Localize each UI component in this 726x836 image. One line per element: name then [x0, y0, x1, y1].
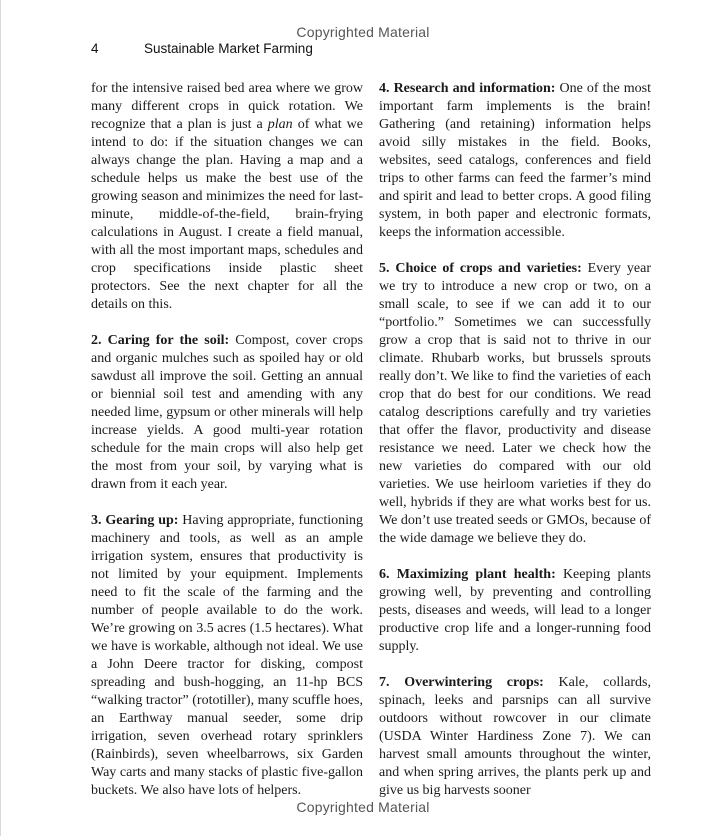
- paragraph-text: One of the most important farm implements is the brain! Gathering (and retaining) information helps avoid silly mistakes in the field. Books, websites, seed catalogs, conferences and field trips to other farms can feed the farmer’s mind and spirit and lead to better crops. A good filing system, in both paper and electronic formats, keeps the information accessible.: [379, 81, 651, 240]
- paragraph-text: Compost, cover crops and organic mulches such as spoiled hay or old sawdust all improve the soil. Getting an annual or biennial soil test and amending with any needed lime, gypsum or other minerals will help increase yields. A good multi-year rotation schedule for the main crops will also help get the most from your soil, by varying what is drawn from it each year.: [91, 333, 363, 492]
- paragraph-plant-health: [379, 566, 651, 656]
- section-heading: 2. Caring for the soil:: [91, 333, 230, 348]
- paragraph-text: Kale, collards, spinach, leeks and parsnips can all survive outdoors without rowcover in our climate (USDA Winter Hardiness Zone 7). We can harvest small amounts throughout the winter, and when spring arrives, the plants perk up and give us big harvests sooner: [379, 675, 651, 798]
- section-heading: 3. Gearing up:: [91, 513, 179, 528]
- paragraph-text: Keeping plants growing well, by preventing and controlling pests, diseases and weeds, will lead to a longer productive crop life and a longer-running food supply.: [379, 567, 652, 654]
- running-header: [91, 41, 313, 56]
- copyright-watermark-top: Copyrighted Material: [296, 24, 430, 40]
- section-heading: 4. Research and information:: [379, 81, 556, 96]
- section-heading: 6. Maximizing plant health:: [379, 567, 556, 582]
- paragraph-text: Having appropriate, functioning machinery and tools, as well as an ample irrigation system, ensures that productivity is not limited by your equipment. Implements need to fit the scale of the farming and the number of people available to do the work. We’re growing on 3.5 acres (1.5 hectares). What we have is workable, although not ideal. We use a John Deere tractor for disking, compost spreading and bush-hogging, an 11-hp BCS “walking tractor” (rototiller), many scuffle hoes, an Earthway manual seeder, some drip irrigation, seven overhead rotary sprinklers (Rainbirds), seven wheelbarrows, six Garden Way carts and many stacks of plastic five-gallon buckets. We also have lots of helpers.: [91, 513, 363, 798]
- left-column: [91, 80, 363, 818]
- paragraph-overwintering-crops: [379, 674, 651, 800]
- paragraph-gearing-up: [91, 512, 363, 800]
- paragraph-research-information: [379, 80, 651, 242]
- paragraph-text: for the intensive raised bed area where we grow many different crops in quick rotation. We recognize that a plan is just a: [91, 81, 363, 132]
- book-title: Sustainable Market Farming: [144, 41, 313, 56]
- right-column: [379, 80, 651, 818]
- section-heading: 5. Choice of crops and varieties:: [379, 261, 582, 276]
- paragraph-intro-continued: [91, 80, 363, 314]
- section-heading: 7. Overwintering crops:: [379, 675, 544, 690]
- paragraph-text: of what we intend to do: if the situation changes we can always change the plan. Having a map and a schedule helps us make the best use of the growing season and minimizes the need for last-minute, middle-of-the-field, brain-frying calculations in August. I create a field manual, with all the most important maps, schedules and crop specifications inside plastic sheet protectors. See the next chapter for all the details on this.: [91, 117, 364, 312]
- copyright-watermark-bottom: Copyrighted Material: [296, 799, 430, 815]
- paragraph-text: Every year we try to introduce a new crop or two, on a small scale, to see if we can add it to our “portfolio.” Sometimes we can successfully grow a crop that is said not to thrive in our climate. Rhubarb works, but brussels sprouts really don’t. We like to find the varieties of each crop that do best for our conditions. We read catalog descriptions carefully and try varieties that offer the flavor, productivity and disease resistance we need. Later we check how the new varieties do compared with our old varieties. We use heirloom varieties if they do well, hybrids if they are what works best for us. We don’t use treated seeds or GMOs, because of the wide damage we believe they do.: [379, 261, 651, 546]
- page-edge: [0, 0, 1, 836]
- page-number: 4: [91, 41, 99, 56]
- paragraph-caring-for-soil: [91, 332, 363, 494]
- emphasis-text: plan: [267, 117, 293, 132]
- paragraph-crops-varieties: [379, 260, 651, 548]
